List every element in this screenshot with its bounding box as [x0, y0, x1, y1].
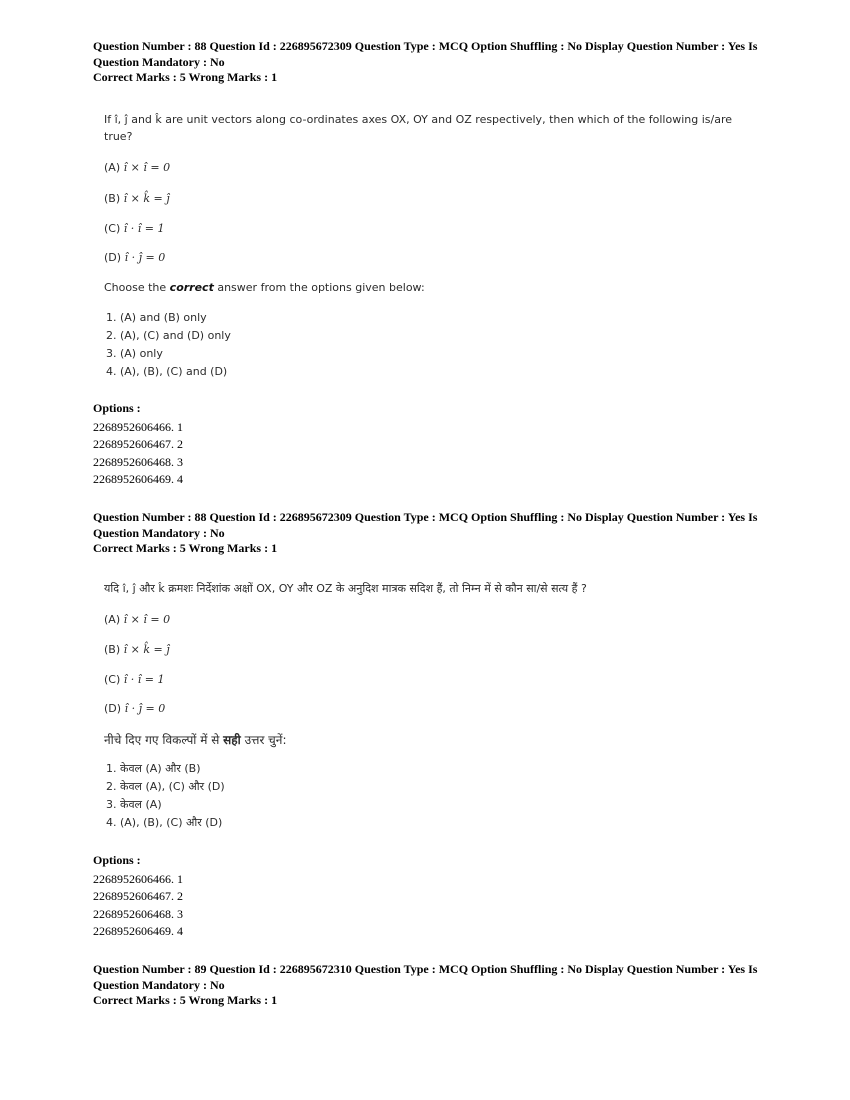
statement-b: [104, 643, 170, 656]
statement-c: [104, 222, 165, 235]
question-meta-line: Question Number : 88 Question Id : 226895672309 Question Type : MCQ Option Shuffling : No Display Question Number : Yes Is: [93, 510, 758, 524]
answer-choice: 3. केवल (A): [106, 798, 162, 811]
choose-instruction: [104, 731, 287, 748]
choose-text: answer from the options given below:: [217, 281, 425, 294]
statement-b: [104, 192, 170, 205]
answer-choice: 1. (A) and (B) only: [106, 311, 207, 324]
choose-instruction: [104, 281, 425, 294]
answer-choice: 4. (A), (B), (C) and (D): [106, 365, 228, 378]
question-body: [104, 111, 744, 391]
question-meta-line: Question Number : 89 Question Id : 226895672310 Question Type : MCQ Option Shuffling : No Display Question Number : Yes Is: [93, 962, 758, 976]
statement-a: [104, 161, 170, 174]
option-id: 2268952606468. 3: [93, 906, 183, 921]
question-header: [93, 962, 763, 1009]
question-stem: [104, 580, 744, 597]
answer-choice: 1. केवल (A) और (B): [106, 762, 201, 775]
statement-c: [104, 673, 165, 686]
option-id: 2268952606468. 3: [93, 454, 183, 469]
statement-d: [104, 251, 165, 264]
marks-line: Correct Marks : 5 Wrong Marks : 1: [93, 541, 278, 555]
question-mandatory: Question Mandatory : No: [93, 54, 225, 69]
statement-d: [104, 702, 165, 715]
option-id: 2268952606466. 1: [93, 871, 183, 886]
option-id: 2268952606467. 2: [93, 437, 183, 452]
statement-expression: î · ĵ = 0: [124, 251, 166, 264]
statement-label: (C): [104, 222, 121, 235]
marks-line: Correct Marks : 5 Wrong Marks : 1: [93, 993, 278, 1007]
question-mandatory: Question Mandatory : No: [93, 525, 225, 540]
question-stem-line: यदि î, ĵ और k̂ क्रमशः निर्देशांक अक्षों OX, OY और OZ के अनुदिश मात्रक सदिश हैं, तो निम्न में से कौन सा/से सत्य हैं ?: [104, 582, 587, 595]
statement-expression: î × k̂ = ĵ: [123, 192, 170, 205]
options-label: Options :: [93, 401, 141, 415]
statement-label: (D): [104, 251, 122, 264]
option-id: 2268952606466. 1: [93, 419, 183, 434]
statement-label: (A): [104, 161, 121, 174]
question-header: [93, 510, 763, 557]
option-id: 2268952606467. 2: [93, 889, 183, 904]
statement-expression: î · ĵ = 0: [124, 702, 166, 715]
statement-label: (C): [104, 673, 121, 686]
options-list: [93, 852, 183, 941]
choose-text: Choose the: [104, 281, 167, 294]
option-id: 2268952606469. 4: [93, 472, 183, 487]
answer-choice: 3. (A) only: [106, 347, 163, 360]
statement-label: (D): [104, 702, 122, 715]
question-body-hindi: [104, 580, 744, 840]
question-stem-line: true?: [104, 130, 133, 143]
statement-a: [104, 613, 170, 626]
statement-expression: î · î = 1: [123, 673, 165, 686]
question-meta-line: Question Number : 88 Question Id : 226895672309 Question Type : MCQ Option Shuffling : No Display Question Number : Yes Is: [93, 39, 758, 53]
question-mandatory: Question Mandatory : No: [93, 977, 225, 992]
question-stem: [104, 111, 744, 145]
answer-choice: 2. केवल (A), (C) और (D): [106, 780, 225, 793]
question-stem-line: If î, ĵ and k̂ are unit vectors along co-ordinates axes OX, OY and OZ respectively, then which of the following is/are: [104, 113, 733, 126]
statement-label: (B): [104, 643, 121, 656]
statement-expression: î × î = 0: [123, 613, 171, 626]
choose-emphasis: सही: [223, 733, 241, 747]
question-header: [93, 39, 763, 86]
options-list: [93, 400, 183, 489]
statement-label: (A): [104, 613, 121, 626]
choose-text: नीचे दिए गए विकल्पों में से: [104, 733, 220, 747]
choose-emphasis: correct: [169, 281, 214, 294]
answer-choice: 2. (A), (C) and (D) only: [106, 329, 231, 342]
options-label: Options :: [93, 853, 141, 867]
answer-choice: 4. (A), (B), (C) और (D): [106, 816, 223, 829]
statement-label: (B): [104, 192, 121, 205]
statement-expression: î × î = 0: [123, 161, 171, 174]
statement-expression: î · î = 1: [123, 222, 165, 235]
choose-text: उत्तर चुनें:: [244, 733, 287, 747]
option-id: 2268952606469. 4: [93, 924, 183, 939]
marks-line: Correct Marks : 5 Wrong Marks : 1: [93, 70, 278, 84]
statement-expression: î × k̂ = ĵ: [123, 643, 170, 656]
